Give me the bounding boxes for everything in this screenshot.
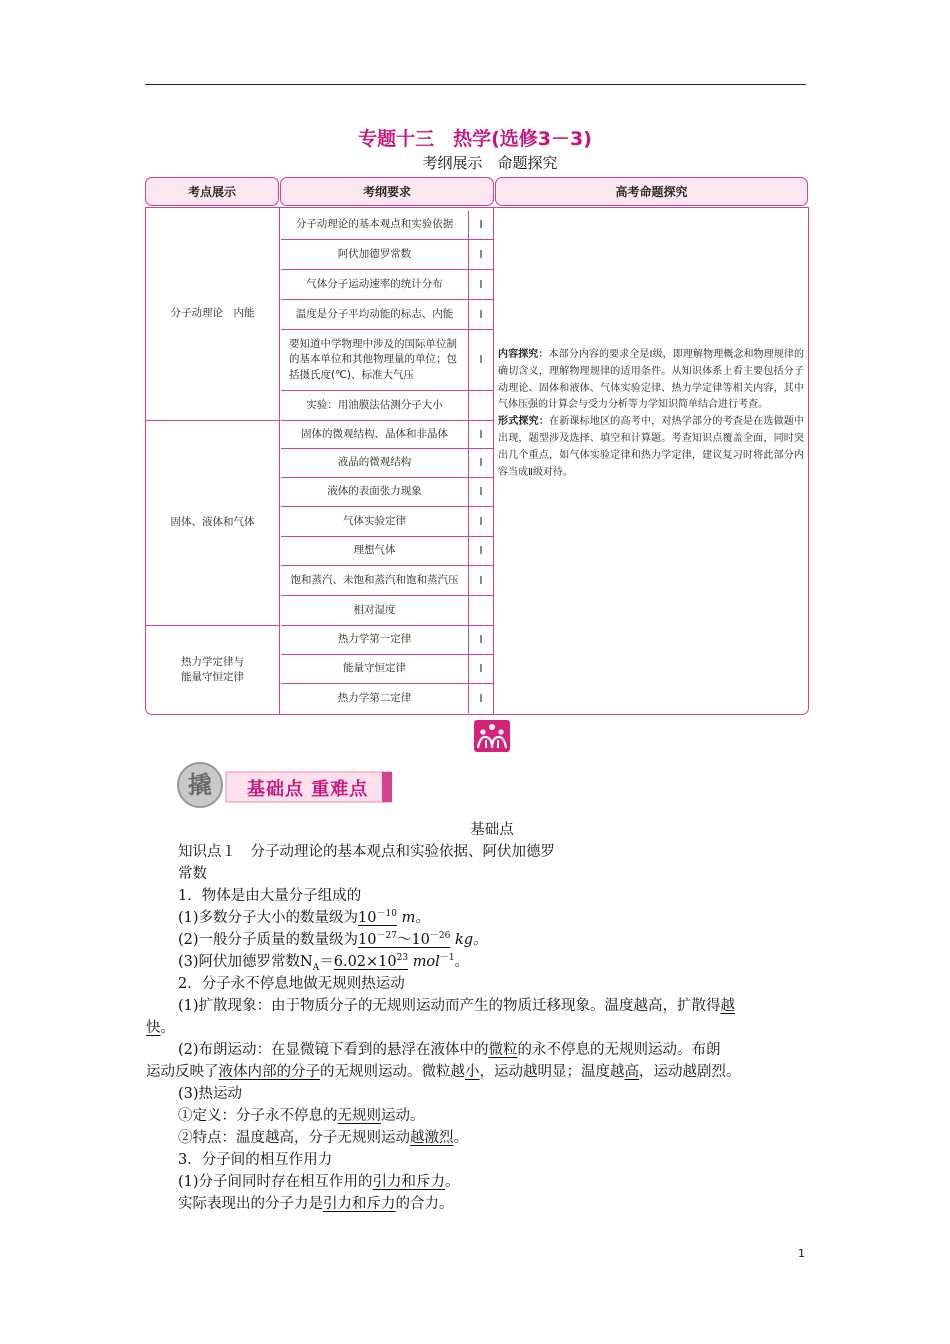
text: ，运动越剧烈。 — [639, 1064, 741, 1080]
page-title: 专题十三 热学(选修3－3) — [358, 128, 592, 150]
answer: 越激烈 — [410, 1130, 454, 1146]
content-exploration — [498, 347, 804, 414]
answer: 快 — [146, 1020, 161, 1036]
punctuation: 。 — [454, 954, 470, 970]
group-label: 热力学定律与能量守恒定律 — [181, 655, 244, 683]
text: (1)扩散现象：由于物质分子的无规则运动而产生的物质迁移现象。温度越高，扩散得 — [178, 998, 721, 1014]
text: ①定义：分子永不停息的 — [178, 1108, 338, 1124]
form-exploration — [498, 414, 804, 481]
level-cell: Ⅰ — [468, 330, 493, 391]
level-cell: Ⅰ — [468, 420, 493, 449]
level-cell — [468, 391, 493, 420]
exponent: 23 — [396, 953, 409, 964]
level-cell: Ⅰ — [468, 211, 493, 240]
content-text: 本部分内容的要求全是Ⅰ级，即理解物理概念和物理规律的确切含义，理解物理规律的适用条件。从知识体系上看主要包括分子动理论、固体和液体、气体实验定律、热力学定律等相关内容，其中气体压强的计算会与受力分析等力学知识简单结合进行考查。 — [498, 349, 805, 411]
answer — [358, 932, 450, 948]
text: ②特点：温度越高，分子无规则运动 — [178, 1130, 410, 1146]
value: 6.02×10 — [333, 954, 397, 970]
level-cell: Ⅰ — [468, 507, 493, 537]
requirement-cell: 实验：用油膜法估测分子大小 — [306, 398, 443, 411]
value: 10 — [358, 932, 377, 948]
paragraph-1: 1．物体是由大量分子组成的 — [178, 888, 362, 904]
requirement-cell: 饱和蒸汽、未饱和蒸汽和饱和蒸汽压 — [281, 566, 468, 596]
content-label: 内容探究： — [498, 349, 549, 360]
level-cell: Ⅰ — [468, 537, 493, 566]
level-cell: Ⅰ — [468, 684, 493, 713]
text: 的无规则运动。微粒越 — [320, 1064, 465, 1080]
level-cell: Ⅰ — [468, 655, 493, 684]
paragraph-2-3-2 — [178, 1126, 468, 1147]
separator: ～ — [396, 932, 412, 948]
text: (1)分子间同时存在相互作用的 — [178, 1174, 373, 1190]
requirement-cell: 固体的微观结构、晶体和非晶体 — [281, 420, 468, 449]
unit: kg。 — [454, 932, 488, 948]
requirement-cell: 液晶的微观结构 — [281, 449, 468, 478]
answer: 液体内部的分子 — [218, 1064, 320, 1080]
paragraph-1-1 — [178, 906, 430, 927]
paragraph-1-2 — [178, 928, 488, 949]
requirement-cell: 热力学第一定律 — [281, 625, 468, 655]
level-cell: Ⅰ — [468, 270, 493, 300]
level-cell: Ⅰ — [468, 240, 493, 270]
answer: 微粒 — [488, 1042, 518, 1058]
text: 。 — [453, 1130, 468, 1146]
text: 。 — [445, 1174, 460, 1190]
book-logo-icon — [474, 720, 510, 752]
unit: m。 — [401, 910, 430, 926]
requirement-cell: 热力学第二定律 — [337, 691, 412, 704]
paragraph-3: 3．分子间的相互作用力 — [178, 1152, 333, 1168]
requirement-cell: 相对湿度 — [353, 603, 396, 616]
answer — [358, 910, 397, 926]
punctuation: 。 — [160, 1020, 175, 1036]
paragraph-2-2-cont — [146, 1060, 741, 1081]
level-cell — [468, 596, 493, 625]
requirement-cell: 理想气体 — [281, 537, 468, 566]
text: 的合力。 — [395, 1196, 454, 1212]
answer: 无规则 — [337, 1108, 381, 1124]
answer: 高 — [624, 1064, 639, 1080]
text: (2)布朗运动：在显微镜下看到的悬浮在液体中的 — [178, 1042, 489, 1058]
exponent: －27 — [376, 931, 397, 942]
subscript: A — [312, 962, 320, 973]
requirement-cell: 要知道中学物理中涉及的国际单位制的基本单位和其他物理量的单位；包括摄氏度(℃)、标准大气压 — [281, 330, 468, 391]
answer: 引力和斥力 — [323, 1196, 396, 1212]
answer: 引力和斥力 — [372, 1174, 446, 1190]
level-cell: Ⅰ — [468, 300, 493, 330]
requirement-cell: 气体分子运动速率的统计分布 — [281, 270, 468, 300]
paragraph-2-2 — [178, 1038, 721, 1059]
knowledge-point-title-cont: 常数 — [178, 866, 207, 882]
paragraph-3-1 — [178, 1170, 460, 1191]
paragraph-2-1-cont — [146, 1016, 175, 1037]
requirement-cell: 阿伏加德罗常数 — [281, 240, 468, 270]
value: 10 — [411, 932, 430, 948]
exploration-text — [498, 347, 804, 481]
paragraph-1-3 — [178, 950, 469, 973]
exponent: －10 — [376, 909, 397, 920]
level-cell: Ⅰ — [468, 625, 493, 655]
form-text: 在新课标地区的高考中，对热学部分的考查是在选做题中出现，题型涉及选择、填空和计算题。考查知识点覆盖全面，同时突出几个重点，如气体实验定律和热力学定律，建议复习时将此部分内容当成Ⅱ级对待。 — [498, 416, 805, 478]
requirement-cell: 分子动理论的基本观点和实验依据 — [281, 211, 468, 240]
text: 实际表现出的分子力是 — [178, 1196, 323, 1212]
text: (2)一般分子质量的数量级为 — [178, 932, 359, 948]
text: ，运动越明显；温度越 — [479, 1064, 625, 1080]
requirement-cell: 能量守恒定律 — [281, 655, 468, 684]
section-heading: 基础点 — [470, 822, 514, 838]
paragraph-3-2 — [178, 1192, 454, 1213]
answer — [334, 954, 408, 970]
top-rule — [145, 84, 806, 85]
unit: mol — [412, 954, 440, 970]
answer: 小 — [465, 1064, 480, 1080]
header-exploration: 高考命题探究 — [495, 177, 808, 206]
requirement-cell: 液体的表面张力现象 — [281, 478, 468, 507]
answer: 越 — [720, 998, 736, 1014]
page-number: 1 — [798, 1247, 805, 1260]
text: 运动反映了 — [146, 1064, 219, 1080]
header-requirement: 考纲要求 — [280, 177, 494, 206]
column-divider-1 — [279, 207, 280, 715]
requirement-cell: 温度是分子平均动能的标志、内能 — [281, 300, 468, 330]
banner-title: 基础点 重难点 — [247, 779, 369, 800]
exponent: －26 — [429, 931, 451, 942]
level-cell: Ⅰ — [468, 566, 493, 596]
text: 运动。 — [381, 1108, 425, 1124]
paragraph-2-3-1 — [178, 1104, 425, 1125]
page-subtitle: 考纲展示 命题探究 — [422, 154, 558, 172]
equals: ＝ — [319, 954, 334, 970]
group-label: 分子动理论 内能 — [170, 306, 255, 319]
level-cell: Ⅰ — [468, 449, 493, 478]
unit-exponent: －1 — [439, 953, 455, 964]
text: 的永不停息的无规则运动。布朗 — [517, 1042, 721, 1058]
paragraph-2-3: (3)热运动 — [178, 1086, 243, 1102]
requirement-cell: 气体实验定律 — [281, 507, 468, 537]
group-label: 固体、液体和气体 — [170, 515, 255, 528]
header-topic: 考点展示 — [145, 177, 279, 206]
banner-glyph: 撬 — [188, 771, 212, 799]
value: 10 — [358, 910, 377, 926]
text: (1)多数分子大小的数量级为 — [178, 910, 359, 926]
level-cell: Ⅰ — [468, 478, 493, 507]
knowledge-point-title: 知识点１ 分子动理论的基本观点和实验依据、阿伏加德罗 — [178, 844, 555, 860]
column-divider-2 — [493, 207, 494, 715]
form-label: 形式探究： — [498, 416, 550, 428]
paragraph-2: 2．分子永不停息地做无规则热运动 — [178, 976, 405, 992]
paragraph-2-1 — [178, 994, 735, 1015]
text: (3)阿伏加德罗常数N — [178, 954, 313, 970]
